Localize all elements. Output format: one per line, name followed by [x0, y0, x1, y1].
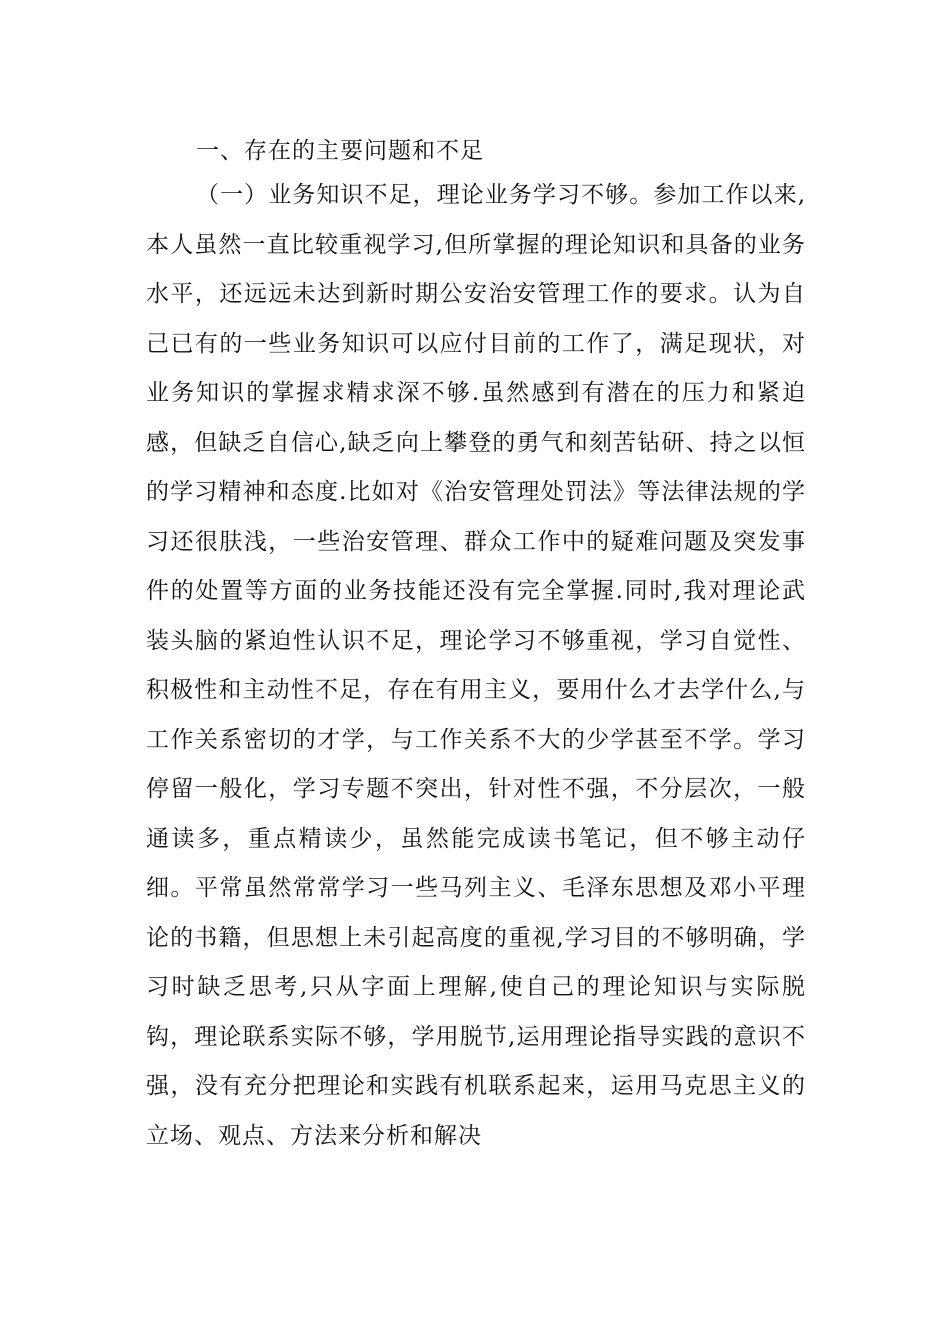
document-body	[146, 131, 806, 1161]
body-paragraph: （一）业务知识不足，理论业务学习不够。参加工作以来,本人虽然一直比较重视学习,但所掌握的理论知识和具备的业务水平，还远远未达到新时期公安治安管理工作的要求。认为自己已有的一些业务知识可以应付目前的工作了，满足现状，对业务知识的掌握求精求深不够.虽然感到有潜在的压力和紧迫感，但缺乏自信心,缺乏向上攀登的勇气和刻苦钻研、持之以恒的学习精神和态度.比如对《治安管理处罚法》等法律法规的学习还很肤浅，一些治安管理、群众工作中的疑难问题及突发事件的处置等方面的业务技能还没有完全掌握.同时,我对理论武装头脑的紧迫性认识不足，理论学习不够重视，学习自觉性、积极性和主动性不足，存在有用主义，要用什么才去学什么,与工作关系密切的才学，与工作关系不大的少学甚至不学。学习停留一般化，学习专题不突出，针对性不强，不分层次，一般通读多，重点精读少，虽然能完成读书笔记，但不够主动仔细。平常虽然常常学习一些马列主义、毛泽东思想及邓小平理论的书籍，但思想上未引起高度的重视,学习目的不够明确，学习时缺乏思考,只从字面上理解,使自己的理论知识与实际脱钩，理论联系实际不够，学用脱节,运用理论指导实践的意识不强，没有充分把理论和实践有机联系起来，运用马克思主义的立场、观点、方法来分析和解决	[146, 182, 806, 1149]
section-heading: 一、存在的主要问题和不足	[196, 138, 484, 164]
